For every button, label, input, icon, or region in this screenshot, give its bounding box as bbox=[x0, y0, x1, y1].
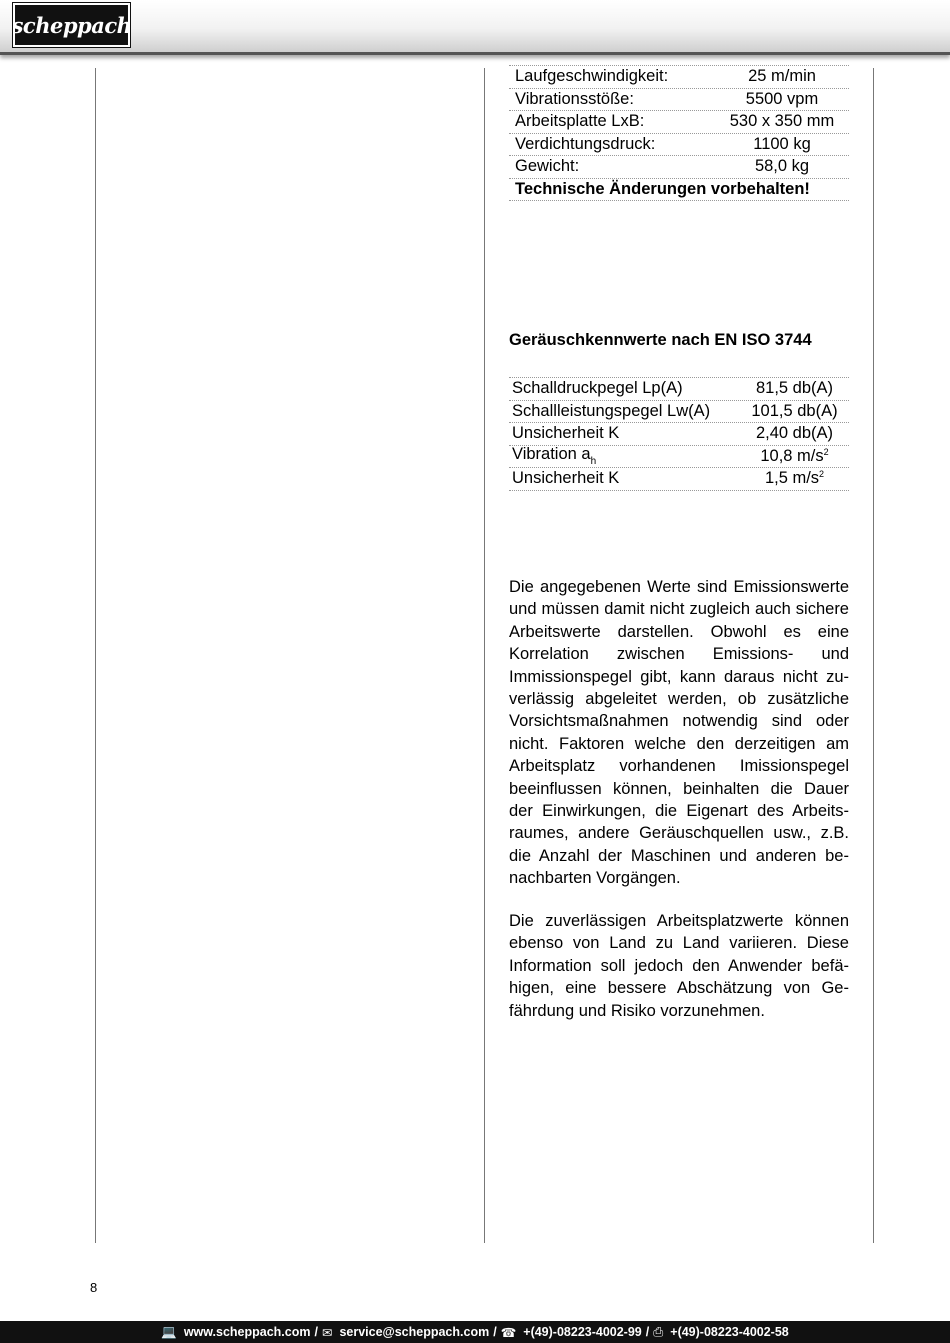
spec-row bbox=[509, 156, 849, 179]
spec-row bbox=[509, 111, 849, 134]
scheppach-logo: scheppach bbox=[13, 3, 130, 47]
noise-row bbox=[509, 446, 849, 469]
footer-fax: +(49)-08223-4002-58 bbox=[670, 1325, 789, 1339]
noise-label: Schallleistungspegel Lw(A) bbox=[512, 401, 711, 420]
phone-icon: ☎ bbox=[500, 1325, 517, 1340]
spec-label: Laufgeschwindigkeit: bbox=[515, 67, 669, 86]
noise-section-title: Geräuschkennwerte nach EN ISO 3744 bbox=[509, 331, 812, 349]
noise-value-superscript: 2 bbox=[823, 446, 829, 457]
footer-phone: +(49)-08223-4002-99 bbox=[523, 1325, 642, 1339]
noise-label: Unsicherheit K bbox=[512, 469, 620, 488]
noise-label bbox=[512, 445, 740, 467]
spec-value: 58,0 kg bbox=[754, 157, 810, 176]
computer-icon: 💻 bbox=[161, 1324, 177, 1339]
footer-email[interactable]: service@scheppach.com bbox=[339, 1325, 490, 1339]
emission-paragraph: Die angegebenen Werte sind Emissionswerte und müssen damit nicht zugleich auch sichere Arbeitswerte darstellen. Obwohl es eine Korrelation zwischen Emissions- und Immissionspegel gibt, kann daraus nicht zuverlässig abgeleitet werden, ob zusätzliche Vorsichtsmaßnahmen notwendig sind oder nicht. Faktoren welche den derzeitigen am Arbeitsplatz vorhandenen Imissionspegel beeinflussen können, beinhalten die Dauer der Einwirkungen, die Eigenart des Arbeitsraumes, andere Geräuschquellen usw., z.B. die Anzahl der Maschinen und anderen benachbarten Vorgängen. bbox=[509, 578, 849, 888]
spec-row bbox=[509, 134, 849, 157]
noise-values-table bbox=[509, 377, 849, 491]
footer-separator: / bbox=[493, 1325, 497, 1339]
spec-label: Gewicht: bbox=[515, 157, 580, 176]
footer-website[interactable]: www.scheppach.com bbox=[183, 1325, 311, 1339]
noise-row bbox=[509, 401, 849, 424]
noise-label-text: Vibration a bbox=[512, 445, 591, 464]
fax-icon: ⎙ bbox=[653, 1324, 664, 1339]
page-footer bbox=[0, 1321, 950, 1343]
footer-separator: / bbox=[314, 1325, 318, 1339]
noise-label: Unsicherheit K bbox=[512, 424, 620, 443]
spec-row bbox=[509, 89, 849, 112]
spec-value: 5500 vpm bbox=[745, 89, 819, 108]
footer-separator: / bbox=[645, 1325, 650, 1339]
noise-label-subscript: h bbox=[590, 456, 597, 468]
noise-value-text: 1,5 m/s bbox=[764, 469, 820, 488]
spec-label: Arbeitsplatte LxB: bbox=[515, 112, 645, 131]
column-divider-right bbox=[873, 68, 874, 1243]
workplace-values-paragraph: Die zuverlässigen Arbeitsplatzwerte können ebenso von Land zu Land variieren. Diese Information soll jedoch den Anwender befähigen, eine bessere Abschätzung von Gefährdung und Risiko vorzunehmen. bbox=[509, 912, 849, 1020]
noise-row bbox=[509, 468, 849, 491]
spec-value: 530 x 350 mm bbox=[729, 112, 835, 131]
noise-value: 101,5 db(A) bbox=[751, 401, 838, 420]
technical-specs-table bbox=[509, 65, 849, 201]
noise-value bbox=[740, 469, 849, 488]
spec-value: 1100 kg bbox=[753, 134, 811, 153]
noise-value: 2,40 db(A) bbox=[755, 424, 834, 443]
spec-note: Technische Änderungen vorbehalten! bbox=[515, 179, 810, 198]
spec-value: 25 m/min bbox=[748, 67, 816, 86]
spec-label: Vibrationsstöße: bbox=[515, 89, 634, 108]
noise-value: 81,5 db(A) bbox=[755, 379, 834, 398]
spec-note-row bbox=[509, 179, 849, 202]
noise-value bbox=[740, 447, 849, 466]
page-header bbox=[0, 0, 950, 55]
noise-value-text: 10,8 m/s bbox=[760, 446, 824, 465]
column-divider-middle bbox=[484, 68, 485, 1243]
mail-icon: ✉ bbox=[321, 1325, 333, 1340]
noise-row bbox=[509, 423, 849, 446]
noise-value-superscript: 2 bbox=[819, 469, 825, 480]
page-number: 8 bbox=[90, 1280, 98, 1295]
noise-label: Schalldruckpegel Lp(A) bbox=[512, 379, 683, 398]
spec-label: Verdichtungsdruck: bbox=[515, 134, 656, 153]
column-divider-left bbox=[95, 68, 96, 1243]
spec-row bbox=[509, 66, 849, 89]
noise-row bbox=[509, 378, 849, 401]
